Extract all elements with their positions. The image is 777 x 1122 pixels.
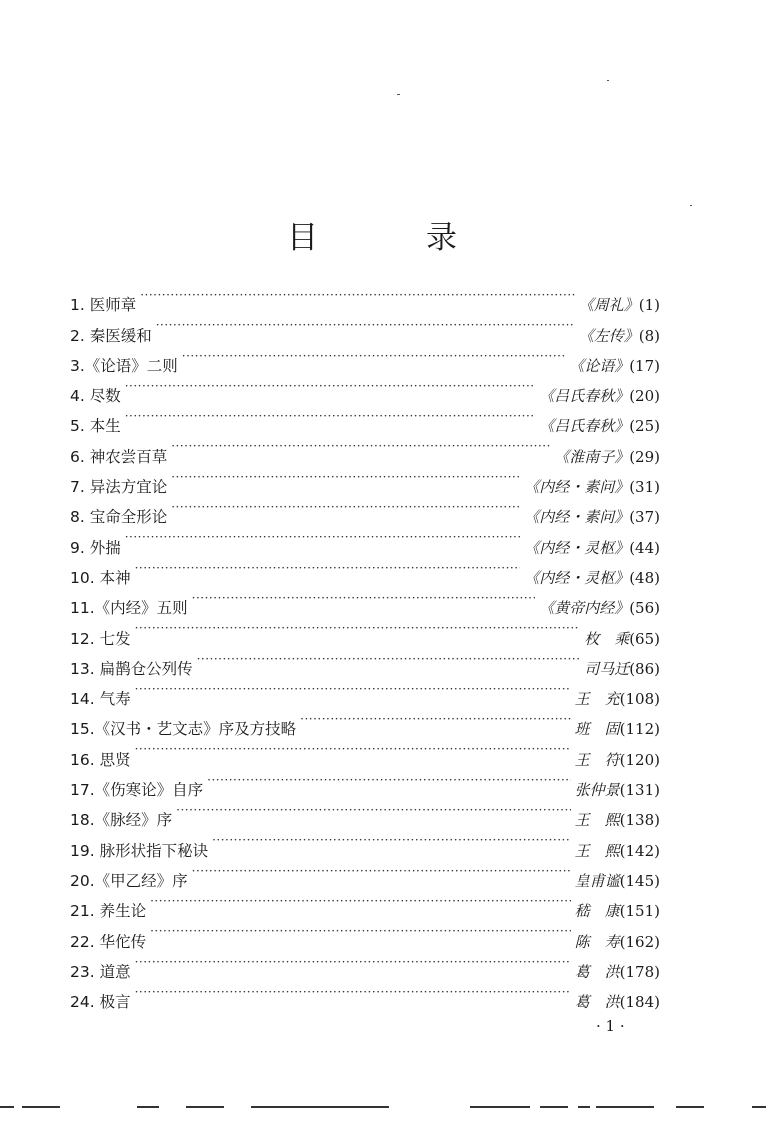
toc-entry-source: 枚 乘: [584, 629, 630, 648]
toc-leader-dots: [150, 916, 571, 946]
toc-entry-title: 16. 思贤: [70, 750, 131, 769]
toc-entry-page: (138): [619, 811, 660, 830]
toc-entry-title: 17.《伤寒论》自序: [70, 781, 204, 800]
scan-speck: [607, 80, 609, 81]
toc-entry-page: (162): [619, 932, 660, 951]
toc-leader-dots: [135, 613, 581, 643]
toc-entry-source: 《内经・灵枢》: [524, 538, 630, 557]
toc-entry-source: 《内经・素问》: [524, 478, 630, 497]
toc-entry-source: 司马迁: [584, 659, 630, 678]
toc-entry-page: (56): [629, 599, 660, 618]
toc-leader-dots: [171, 492, 520, 522]
toc-entry-title: 4. 尽数: [70, 387, 121, 406]
toc-entry: [70, 947, 660, 981]
toc-entry-page: (145): [619, 871, 660, 890]
toc-entry-source: 王 熙: [574, 841, 620, 860]
toc-entry-source: 皇甫谧: [574, 871, 620, 890]
toc-leader-dots: [182, 341, 565, 371]
toc-entry-title: 21. 养生论: [70, 902, 147, 921]
toc-leader-dots: [300, 704, 570, 734]
toc-entry-title: 1. 医师章: [70, 296, 137, 315]
toc-entry: [70, 280, 660, 315]
toc-entry-title: 2. 秦医缓和: [70, 326, 152, 345]
toc-entry-page: (184): [619, 993, 660, 1012]
toc-entry-page: (20): [629, 387, 660, 406]
toc-entry-source: 《淮南子》: [554, 447, 630, 466]
toc-leader-dots: [171, 431, 550, 461]
toc-entry-source: 《吕氏春秋》: [539, 387, 630, 406]
toc-entry-title: 14. 气寿: [70, 690, 131, 709]
toc-entry-page: (112): [619, 720, 660, 739]
toc-entry-title: 8. 宝命全形论: [70, 508, 168, 527]
toc-entry-page: (142): [619, 841, 660, 860]
toc-entry-title: 24. 极言: [70, 993, 131, 1012]
page-title-char-2: 录: [426, 220, 457, 256]
toc-entry-page: (151): [619, 902, 660, 921]
toc-entry: [70, 341, 660, 375]
page-title-char-1: 目: [287, 220, 318, 256]
toc-entry: [70, 644, 660, 678]
toc-entry-title: 11.《内经》五则: [70, 599, 188, 618]
toc-entry-title: 18.《脉经》序: [70, 811, 173, 830]
toc-entry-page: (108): [619, 690, 660, 709]
toc-entry-title: 22. 华佗传: [70, 932, 147, 951]
toc-entry-title: 20.《甲乙经》序: [70, 871, 188, 890]
toc-entry-source: 《周礼》: [578, 296, 639, 315]
toc-entry-source: 张仲景: [574, 781, 620, 800]
page-title: [0, 218, 777, 258]
toc-entry-title: 6. 神农尝百草: [70, 447, 168, 466]
toc-entry-page: (29): [629, 447, 660, 466]
toc-leader-dots: [171, 462, 520, 492]
toc-entry-page: (131): [619, 781, 660, 800]
toc-entry-title: 10. 本神: [70, 568, 131, 587]
scan-speck: [690, 205, 692, 206]
toc-entry-page: (31): [629, 478, 660, 497]
toc-entry-page: (178): [619, 962, 660, 981]
toc-entry-page: (17): [629, 356, 660, 375]
toc-entry: [70, 613, 660, 648]
toc-leader-dots: [135, 674, 571, 704]
toc-leader-dots: [135, 947, 571, 977]
toc-leader-dots: [156, 310, 575, 340]
toc-leader-dots: [135, 977, 571, 1007]
toc-entry-source: 班 固: [574, 720, 620, 739]
toc-leader-dots: [192, 583, 536, 613]
toc-entry-title: 23. 道意: [70, 962, 131, 981]
toc-entry-title: 19. 脉形状指下秘诀: [70, 841, 209, 860]
toc-entry-page: (48): [629, 568, 660, 587]
toc-entry-page: (25): [629, 417, 660, 436]
toc-leader-dots: [176, 795, 570, 825]
page-number: · 1 ·: [596, 1017, 625, 1035]
toc-entry-source: 《论语》: [569, 356, 630, 375]
toc-entry-source: 《黄帝内经》: [539, 599, 630, 618]
toc-entry-page: (44): [629, 538, 660, 557]
toc-entry: [70, 916, 660, 951]
toc-entry-source: 《吕氏春秋》: [539, 417, 630, 436]
toc-leader-dots: [140, 280, 575, 310]
scan-bottom-edge: [0, 1106, 777, 1110]
toc-entry: [70, 674, 660, 709]
toc-entry-source: 王 符: [574, 750, 620, 769]
scan-speck: [397, 94, 400, 95]
toc-entry: [70, 977, 660, 1012]
toc-leader-dots: [197, 644, 581, 674]
toc-leader-dots: [207, 765, 570, 795]
toc-entry-source: 《内经・灵枢》: [524, 568, 630, 587]
toc-entry-source: 《左传》: [578, 326, 639, 345]
toc-entry: [70, 704, 660, 739]
toc-entry-page: (86): [629, 659, 660, 678]
toc-entry-source: 王 充: [574, 690, 620, 709]
toc-entry-source: 葛 洪: [574, 993, 620, 1012]
toc-leader-dots: [135, 734, 571, 764]
toc-entry: [70, 310, 660, 345]
toc-entry-title: 3.《论语》二则: [70, 356, 178, 375]
toc-entry-page: (37): [629, 508, 660, 527]
toc-entry-page: (8): [638, 326, 660, 345]
toc-leader-dots: [212, 825, 571, 855]
toc-entry-page: (120): [619, 750, 660, 769]
toc-entry-page: (1): [638, 296, 660, 315]
table-of-contents: [70, 280, 660, 1012]
toc-entry-title: 7. 异法方宜论: [70, 478, 168, 497]
toc-entry: [70, 886, 660, 921]
toc-leader-dots: [150, 886, 571, 916]
toc-entry-source: 嵇 康: [574, 902, 620, 921]
toc-entry-title: 9. 外揣: [70, 538, 121, 557]
toc-entry: [70, 734, 660, 769]
toc-leader-dots: [125, 522, 520, 552]
toc-leader-dots: [192, 856, 571, 886]
toc-entry-title: 13. 扁鹊仓公列传: [70, 659, 193, 678]
toc-leader-dots: [135, 553, 521, 583]
toc-entry-source: 《内经・素问》: [524, 508, 630, 527]
toc-leader-dots: [125, 401, 535, 431]
toc-entry-title: 15.《汉书・艺文志》序及方技略: [70, 720, 297, 739]
toc-entry: [70, 765, 660, 800]
toc-entry-source: 陈 寿: [574, 932, 620, 951]
toc-entry-source: 葛 洪: [574, 962, 620, 981]
toc-entry-source: 王 熙: [574, 811, 620, 830]
toc-entry-title: 5. 本生: [70, 417, 121, 436]
toc-entry-title: 12. 七发: [70, 629, 131, 648]
toc-entry-page: (65): [629, 629, 660, 648]
toc-leader-dots: [125, 371, 535, 401]
